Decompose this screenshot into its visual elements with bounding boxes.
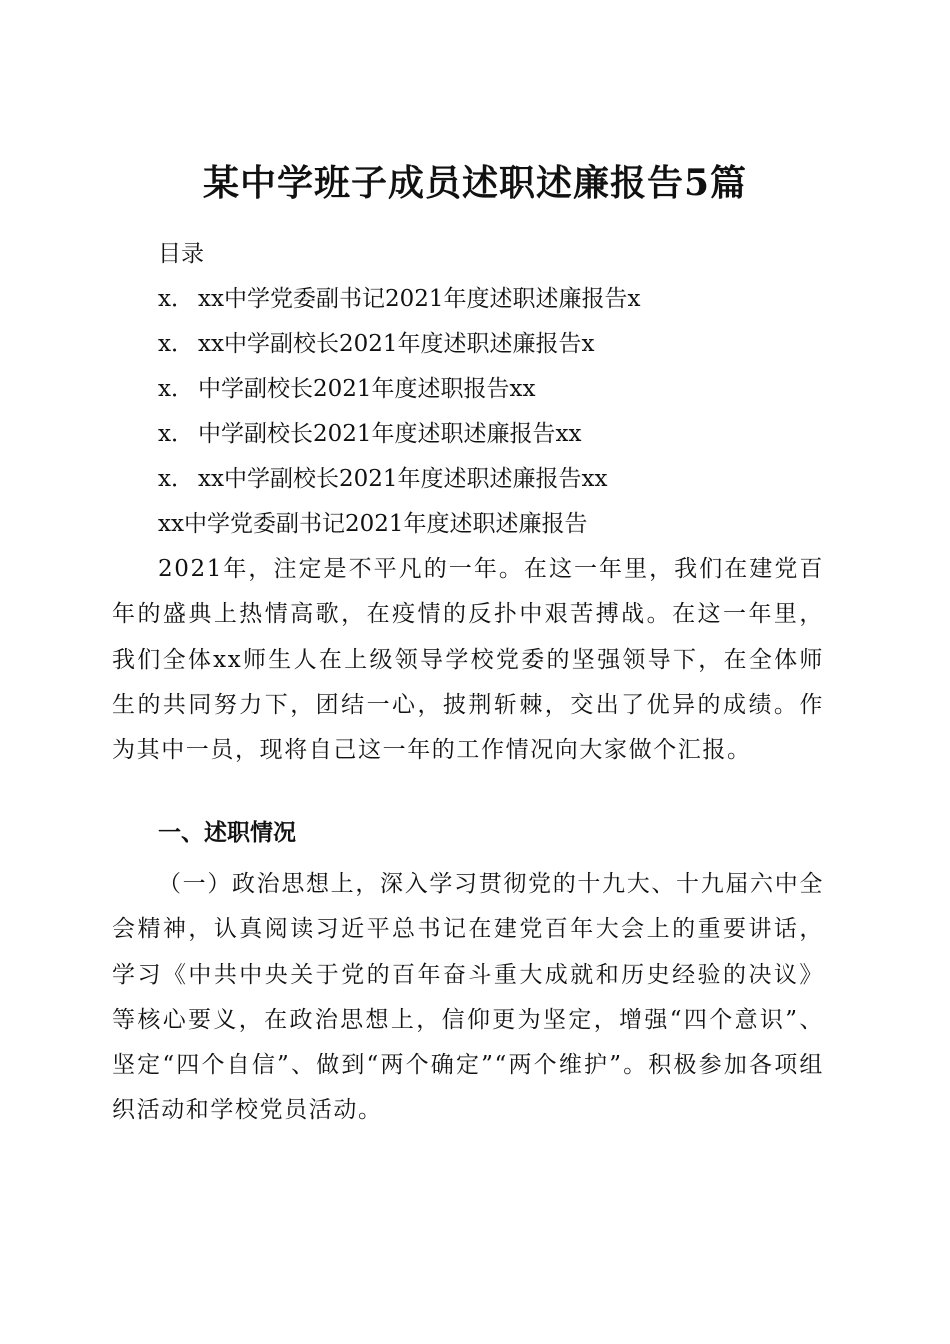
- section-heading: 一、述职情况: [158, 820, 296, 846]
- toc-item-number: x．: [158, 331, 194, 357]
- toc-item[interactable]: [158, 277, 838, 322]
- toc-item-text: xx中学党委副书记2021年度述职述廉报告x: [198, 286, 641, 312]
- toc-item-number: x．: [158, 466, 194, 492]
- section-paragraph: （一）政治思想上，深入学习贯彻党的十九大、十九届六中全会精神，认真阅读习近平总书记在建党百年大会上的重要讲话，学习《中共中央关于党的百年奋斗重大成就和历史经验的决议》等核心要义，在政治思想上，信仰更为坚定，增强“四个意识”、坚定“四个自信”、做到“两个确定”“两个维护”。积极参加各项组织活动和学校党员活动。: [112, 871, 824, 1124]
- toc-item-text: xx中学副校长2021年度述职述廉报告xx: [198, 466, 608, 492]
- table-of-contents: [158, 232, 838, 502]
- toc-item[interactable]: [158, 457, 838, 502]
- toc-item-text: 中学副校长2021年度述职报告xx: [198, 376, 536, 402]
- toc-item[interactable]: [158, 322, 838, 367]
- toc-item[interactable]: [158, 412, 838, 457]
- toc-item-number: x．: [158, 421, 194, 447]
- toc-item-text: xx中学副校长2021年度述职述廉报告x: [198, 331, 595, 357]
- article-title: xx中学党委副书记2021年度述职述廉报告: [158, 511, 588, 537]
- toc-item[interactable]: [158, 367, 838, 412]
- document-title: 某中学班子成员述职述廉报告5篇: [202, 162, 748, 205]
- intro-paragraph: 2021年，注定是不平凡的一年。在这一年里，我们在建党百年的盛典上热情高歌，在疫情的反扑中艰苦搏战。在这一年里，我们全体xx师生人在上级领导学校党委的坚强领导下，在全体师生的共同努力下，团结一心，披荆斩棘，交出了优异的成绩。作为其中一员，现将自己这一年的工作情况向大家做个汇报。: [112, 556, 824, 764]
- toc-item-text: 中学副校长2021年度述职述廉报告xx: [198, 421, 582, 447]
- toc-heading: 目录: [158, 241, 204, 267]
- toc-item-number: x．: [158, 376, 194, 402]
- toc-item-number: x．: [158, 286, 194, 312]
